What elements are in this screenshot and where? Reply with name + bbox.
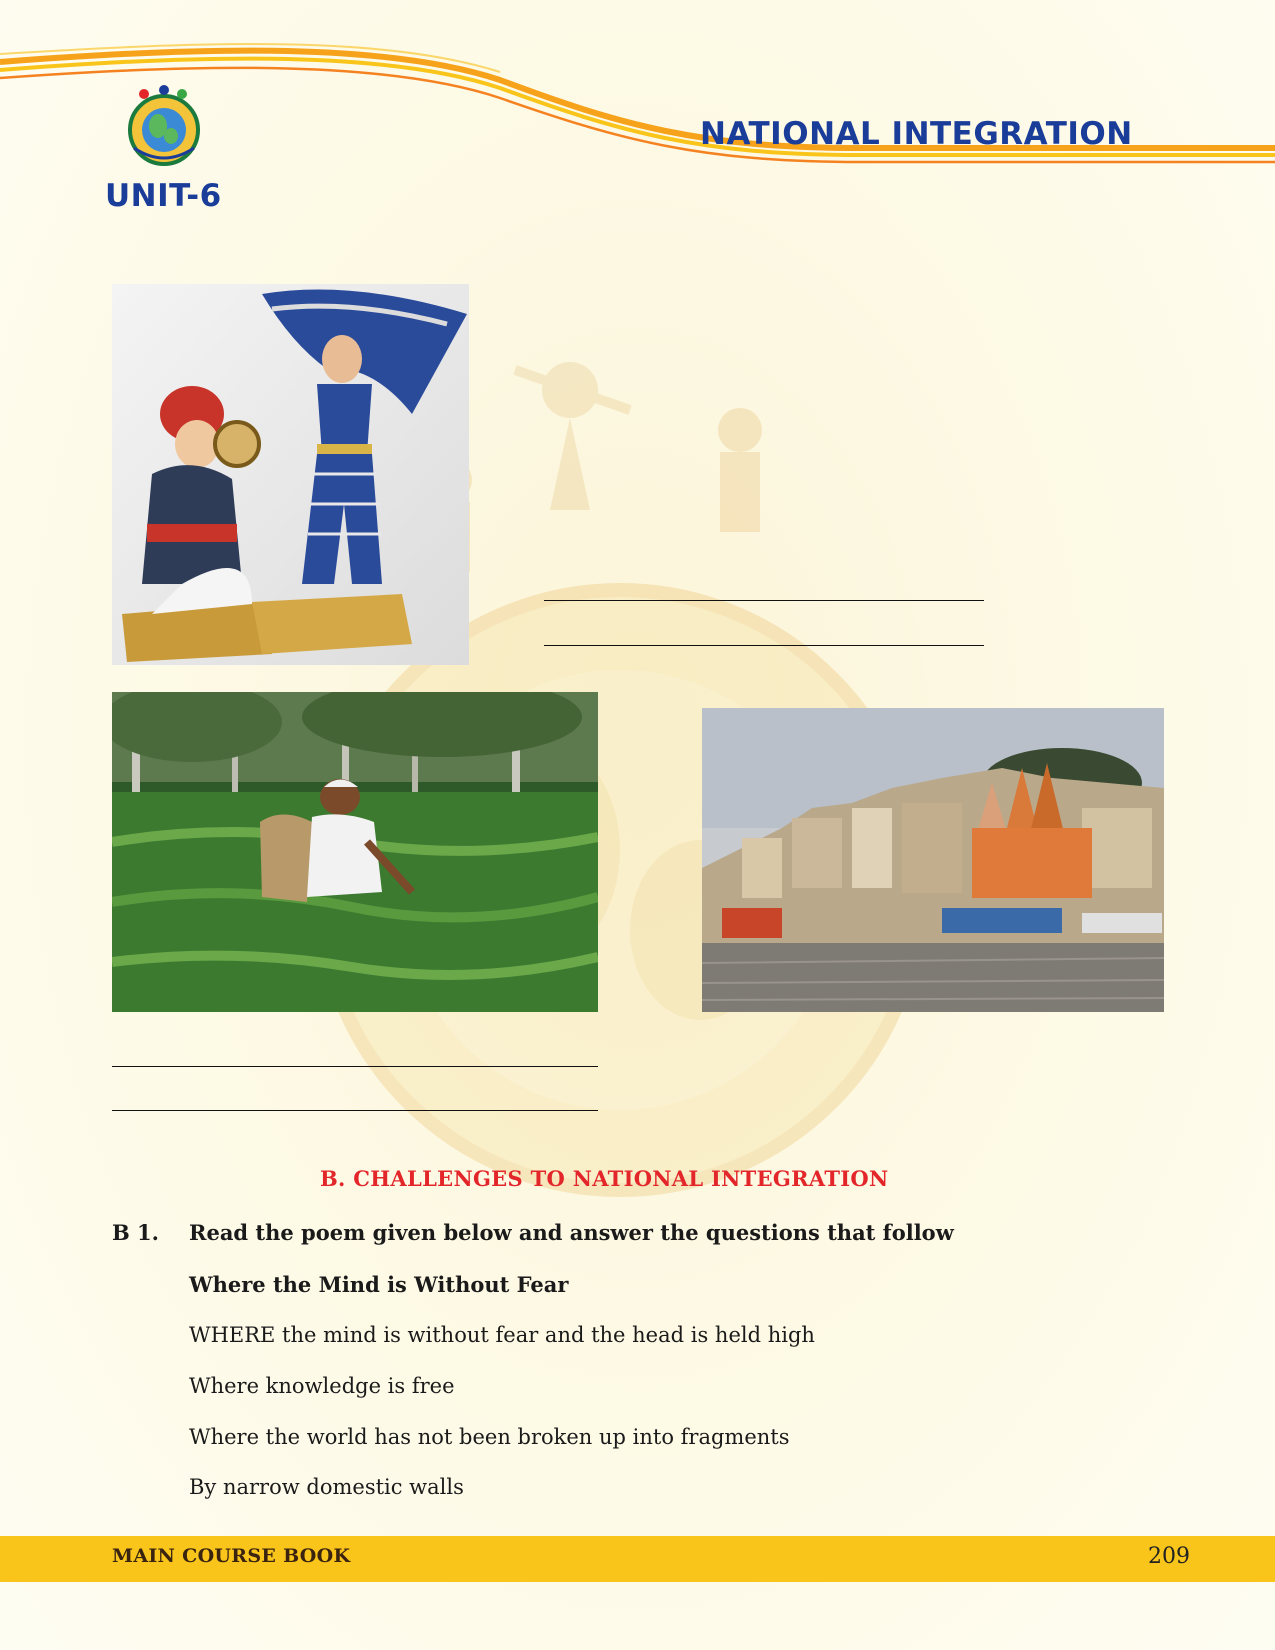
chapter-title: NATIONAL INTEGRATION	[700, 116, 1133, 152]
section-heading: B. CHALLENGES TO NATIONAL INTEGRATION	[320, 1166, 889, 1191]
poem-line: By narrow domestic walls	[189, 1475, 464, 1499]
poem-title: Where the Mind is Without Fear	[189, 1272, 569, 1297]
answer-line[interactable]	[544, 645, 984, 646]
unit-label: UNIT-6	[105, 178, 222, 214]
answer-line[interactable]	[112, 1066, 598, 1067]
poem-line: Where knowledge is free	[189, 1374, 455, 1398]
varanasi-ghats-image	[702, 708, 1164, 1012]
cbse-logo-icon	[118, 80, 210, 172]
question-text: Read the poem given below and answer the questions that follow	[189, 1220, 954, 1245]
folk-dancer-dolls-image	[112, 284, 469, 665]
answer-line[interactable]	[112, 1110, 598, 1111]
poem-line: Where the world has not been broken up into fragments	[189, 1425, 790, 1449]
tea-plantation-image	[112, 692, 598, 1012]
footer-book-title: MAIN COURSE BOOK	[112, 1545, 351, 1567]
question-number: B 1.	[112, 1220, 159, 1245]
page-number: 209	[1148, 1544, 1190, 1569]
poem-line: WHERE the mind is without fear and the head is held high	[189, 1323, 815, 1347]
answer-line[interactable]	[544, 600, 984, 601]
